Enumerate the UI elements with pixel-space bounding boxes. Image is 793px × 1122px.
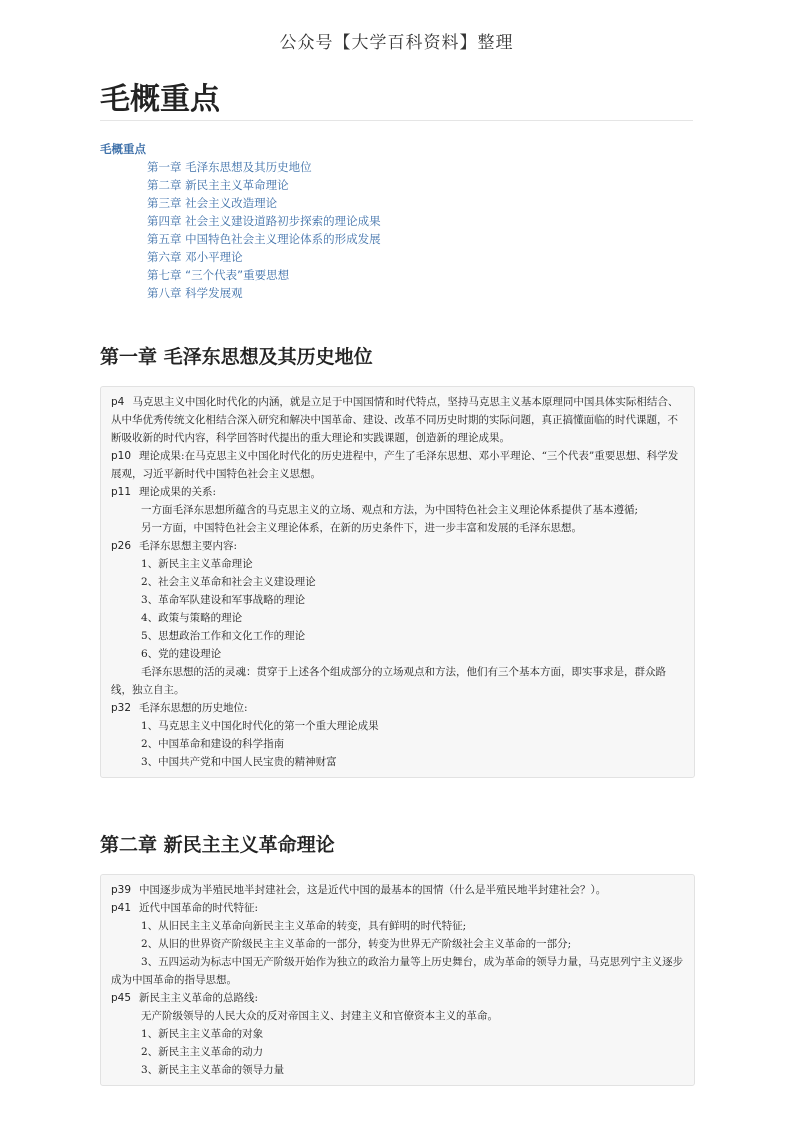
page-ref: p45 <box>111 992 132 1004</box>
note-p39 <box>111 881 686 899</box>
list-item: 1、新民主主义革命理论 <box>141 558 253 570</box>
list-item: 3、中国共产党和中国人民宝贵的精神财富 <box>141 756 337 768</box>
list-item: 1、从旧民主主义革命向新民主主义革命的转变，具有鲜明的时代特征; <box>141 920 467 932</box>
note-p10 <box>111 447 686 483</box>
note-text: 毛泽东思想的历史地位: <box>139 702 248 714</box>
note-text: 毛泽东思想主要内容: <box>139 540 238 552</box>
toc-link-chapter-1[interactable]: 第一章 毛泽东思想及其历史地位 <box>147 160 312 174</box>
page-ref: p41 <box>111 902 132 914</box>
list-item: 2、社会主义革命和社会主义建设理论 <box>141 576 316 588</box>
toc-link-chapter-4[interactable]: 第四章 社会主义建设道路初步探索的理论成果 <box>147 214 381 228</box>
page-ref: p11 <box>111 486 132 498</box>
note-p11 <box>111 483 686 501</box>
list-item: 3、五四运动为标志中国无产阶级开始作为独立的政治力量等上历史舞台，成为革命的领导力量，马克思列宁主义逐步成为中国革命的指导思想。 <box>111 956 684 986</box>
page-ref: p26 <box>111 540 132 552</box>
toc-link-chapter-2[interactable]: 第二章 新民主主义革命理论 <box>147 178 289 192</box>
chapter-2-heading: 第二章 新民主主义革命理论 <box>100 834 335 856</box>
list-item: 2、从旧的世界资产阶级民主主义革命的一部分，转变为世界无产阶级社会主义革命的一部分; <box>141 938 572 950</box>
note-text: 近代中国革命的时代特征: <box>139 902 259 914</box>
list-item: 2、中国革命和建设的科学指南 <box>141 738 285 750</box>
page-ref: p32 <box>111 702 132 714</box>
note-p26-soul: 毛泽东思想的活的灵魂：贯穿于上述各个组成部分的立场观点和方法，他们有三个基本方面，即实事求是，群众路线，独立自主。 <box>111 666 666 696</box>
note-p45-line: 无产阶级领导的人民大众的反对帝国主义、封建主义和官僚资本主义的革命。 <box>141 1010 498 1022</box>
note-p26 <box>111 537 686 555</box>
note-p32 <box>111 699 686 717</box>
list-item: 6、党的建设理论 <box>141 648 222 660</box>
list-item: 3、革命军队建设和军事战略的理论 <box>141 594 306 606</box>
page-title: 毛概重点 <box>100 82 693 121</box>
list-item: 3、新民主主义革命的领导力量 <box>141 1064 285 1076</box>
table-of-contents <box>100 140 381 302</box>
note-text: 理论成果:在马克思主义中国化时代化的历史进程中，产生了毛泽东思想、邓小平理论、“三个代表”重要思想、科学发展观，习近平新时代中国特色社会主义思想。 <box>111 450 679 480</box>
toc-link-chapter-8[interactable]: 第八章 科学发展观 <box>147 286 243 300</box>
page-ref: p10 <box>111 450 132 462</box>
list-item: 4、政策与策略的理论 <box>141 612 243 624</box>
chapter-1-heading: 第一章 毛泽东思想及其历史地位 <box>100 346 373 368</box>
page-ref: p39 <box>111 884 132 896</box>
note-text: 中国逐步成为半殖民地半封建社会，这是近代中国的最基本的国情（什么是半殖民地半封建社会？）。 <box>139 884 607 896</box>
toc-link-root[interactable]: 毛概重点 <box>100 142 146 156</box>
note-p45 <box>111 989 686 1007</box>
note-p41 <box>111 899 686 917</box>
list-item: 1、新民主主义革命的对象 <box>141 1028 264 1040</box>
note-p11-b: 另一方面，中国特色社会主义理论体系，在新的历史条件下，进一步丰富和发展的毛泽东思想。 <box>141 522 582 534</box>
toc-link-chapter-3[interactable]: 第三章 社会主义改造理论 <box>147 196 278 210</box>
list-item: 2、新民主主义革命的动力 <box>141 1046 264 1058</box>
note-text: 新民主主义革命的总路线: <box>139 992 259 1004</box>
chapter-1-notes-box <box>100 386 695 778</box>
list-item: 1、马克思主义中国化时代化的第一个重大理论成果 <box>141 720 379 732</box>
header-watermark: 公众号【大学百科资料】整理 <box>279 33 514 53</box>
chapter-2-notes-box <box>100 874 695 1086</box>
toc-link-chapter-6[interactable]: 第六章 邓小平理论 <box>147 250 243 264</box>
note-text: 马克思主义中国化时代化的内涵，就是立足于中国国情和时代特点，坚持马克思主义基本原理同中国具体实际相结合、从中华优秀传统文化相结合深入研究和解决中国革命、建设、改革不同历史时期的实际问题，真正搞懂面临的时代课题，不断吸收新的时代内容，科学回答时代提出的重大理论和实践课题，创造新的理论成果。 <box>111 396 679 444</box>
note-p11-a: 一方面毛泽东思想所蕴含的马克思主义的立场、观点和方法，为中国特色社会主义理论体系提供了基本遵循; <box>141 504 639 516</box>
toc-link-chapter-7[interactable]: 第七章 “三个代表”重要思想 <box>147 268 290 282</box>
page-ref: p4 <box>111 396 125 408</box>
list-item: 5、思想政治工作和文化工作的理论 <box>141 630 306 642</box>
note-text: 理论成果的关系: <box>139 486 217 498</box>
note-p4 <box>111 393 686 447</box>
toc-link-chapter-5[interactable]: 第五章 中国特色社会主义理论体系的形成发展 <box>147 232 381 246</box>
